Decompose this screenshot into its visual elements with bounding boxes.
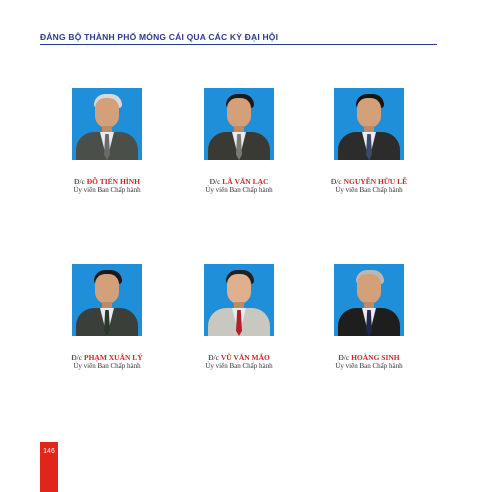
member-card [32, 88, 182, 195]
member-portrait [334, 264, 404, 336]
member-role: Ủy viên Ban Chấp hành [205, 186, 273, 194]
member-role: Ủy viên Ban Chấp hành [73, 186, 141, 194]
member-prefix: Đ/c [330, 177, 342, 186]
member-card [32, 264, 182, 371]
member-card [164, 88, 314, 195]
page-number-badge [40, 442, 58, 492]
member-prefix: Đ/c [74, 177, 85, 186]
member-portrait [72, 264, 142, 336]
member-role: Ủy viên Ban Chấp hành [335, 186, 403, 194]
header-divider [40, 44, 437, 45]
member-portrait [204, 88, 274, 160]
member-card [164, 264, 314, 371]
member-card [294, 88, 444, 195]
member-name: ĐỖ TIẾN HÌNH [86, 177, 140, 186]
page-number: 146 [43, 448, 55, 455]
member-prefix: Đ/c [71, 353, 83, 362]
member-role: Ủy viên Ban Chấp hành [73, 362, 141, 370]
member-prefix: Đ/c [209, 177, 221, 186]
member-portrait [204, 264, 274, 336]
member-card [294, 264, 444, 371]
member-name: LÃ VĂN LẠC [222, 177, 269, 186]
member-name: HOÀNG SINH [351, 353, 400, 362]
member-prefix: Đ/c [208, 353, 219, 362]
member-portrait [334, 88, 404, 160]
member-prefix: Đ/c [338, 353, 350, 362]
member-role: Ủy viên Ban Chấp hành [335, 362, 403, 370]
member-name: PHẠM XUÂN LÝ [83, 353, 143, 362]
member-role: Ủy viên Ban Chấp hành [205, 362, 273, 370]
member-portrait [72, 88, 142, 160]
page-header-title: ĐẢNG BỘ THÀNH PHỐ MÓNG CÁI QUA CÁC KỲ ĐẠI HỘI [40, 32, 279, 42]
member-name: NGUYỄN HỮU LỄ [343, 177, 408, 186]
member-name: VŨ VĂN MÃO [220, 353, 270, 362]
